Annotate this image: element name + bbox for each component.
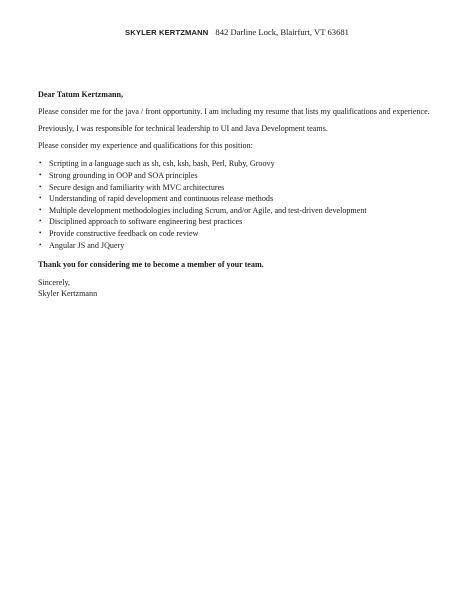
list-item: [38, 193, 443, 205]
bullet-icon: •: [39, 217, 42, 226]
bullet-icon: •: [39, 194, 42, 203]
salutation: Dear Tatum Kertzmann,: [38, 90, 124, 99]
qualification-text: Understanding of rapid development and continuous release methods: [49, 194, 274, 204]
list-item: [38, 240, 443, 252]
list-item: [38, 228, 443, 240]
bullet-icon: •: [39, 228, 42, 237]
qualification-text: Multiple development methodologies including Scrum, and/or Agile, and test-driven development: [49, 205, 367, 215]
bullet-icon: •: [39, 240, 42, 249]
bullet-icon: •: [39, 182, 42, 191]
signature: Skyler Kertzmann: [38, 289, 98, 299]
paragraph-qualifications-intro: Please consider my experience and qualifications for this position:: [38, 140, 253, 150]
list-item: [38, 216, 443, 228]
qualification-text: Provide constructive feedback on code review: [49, 228, 199, 238]
list-item: [38, 170, 443, 182]
sender-name: SKYLER KERTZMANN: [125, 28, 209, 37]
paragraph-previous-role: Previously, I was responsible for technical leadership to UI and Java Development teams.: [38, 123, 328, 133]
bullet-icon: •: [39, 170, 42, 179]
thank-you-line: Thank you for considering me to become a member of your team.: [38, 260, 264, 270]
list-item: [38, 182, 443, 194]
qualification-text: Scripting in a language such as sh, csh, ksh, bash, Perl, Ruby, Groovy: [49, 159, 275, 169]
list-item: [38, 205, 443, 217]
paragraph-intro: Please consider me for the java / front opportunity. I am including my resume that lists my qualifications and experience.: [38, 106, 430, 116]
qualification-text: Secure design and familiarity with MVC architectures: [49, 182, 225, 192]
letter-header: [0, 22, 474, 40]
sender-address: 842 Darline Lock, Blairfurt, VT 63681: [215, 27, 349, 37]
qualification-text: Disciplined approach to software engineering best practices: [49, 217, 243, 227]
list-item: [38, 158, 443, 170]
closing: Sincerely,: [38, 277, 71, 287]
bullet-icon: •: [39, 205, 42, 214]
bullet-icon: •: [39, 159, 42, 168]
qualifications-list: [38, 158, 443, 251]
letter-body: [38, 89, 443, 300]
qualification-text: Strong grounding in OOP and SOA principles: [49, 170, 198, 180]
qualification-text: Angular JS and JQuery: [49, 240, 125, 250]
